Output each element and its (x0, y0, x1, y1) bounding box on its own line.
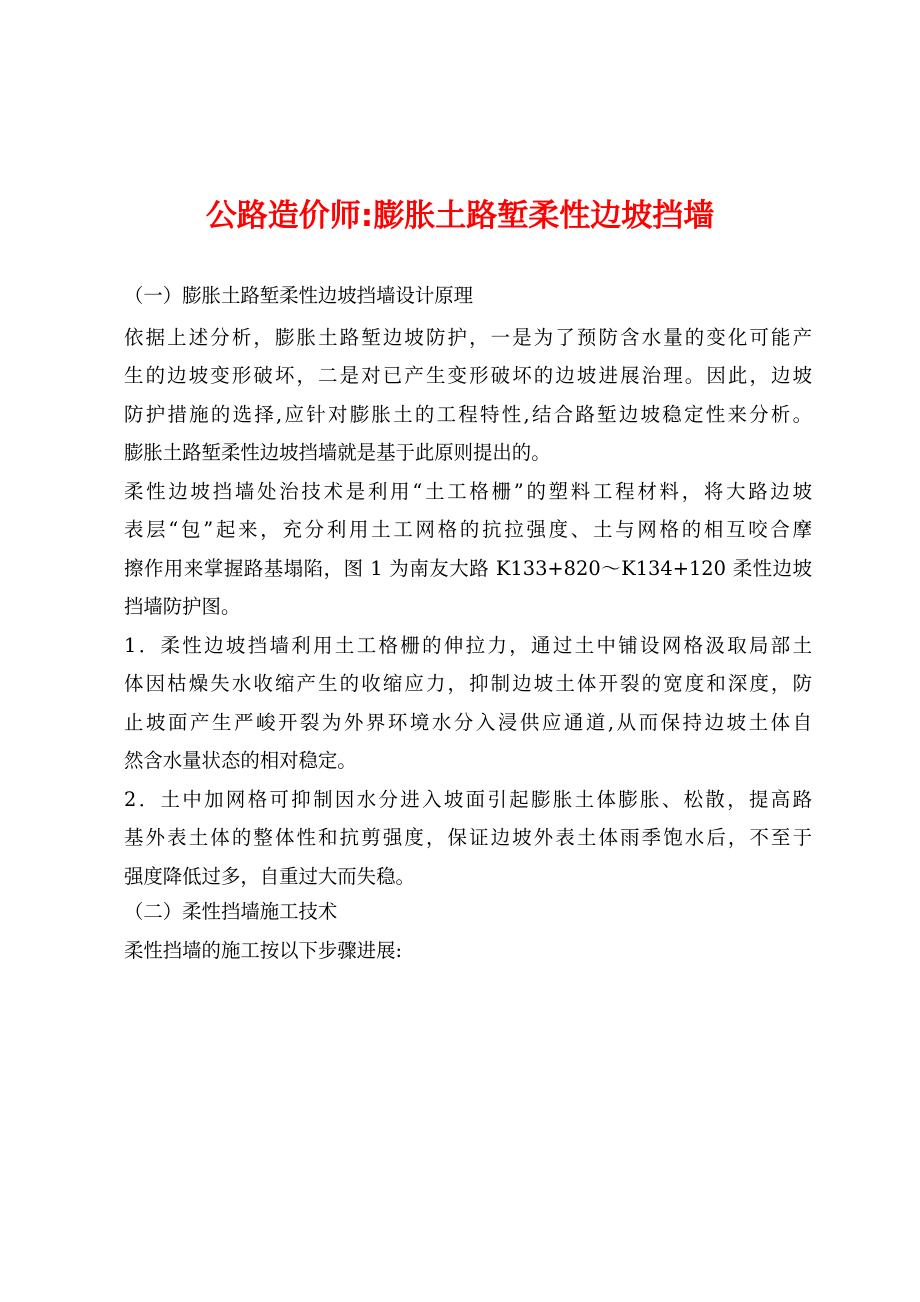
paragraph-line: 体因枯燥失水收缩产生的收缩应力，抑制边坡土体开裂的宽度和深度，防 (124, 672, 812, 695)
paragraph-line: 表层“包”起来，充分利用土工网格的抗拉强度、土与网格的相互咬合摩 (124, 518, 812, 541)
paragraph-line: 依据上述分析，膨胀土路堑边坡防护，一是为了预防含水量的变化可能产 (124, 325, 812, 349)
paragraph-1 (124, 319, 812, 473)
paragraph-line: 柔性边坡挡墙处治技术是利用“土工格栅”的塑料工程材料，将大路边坡 (124, 479, 812, 503)
paragraph-line: 1．柔性边坡挡墙利用土工格栅的伸拉力，通过土中铺设网格汲取局部土 (124, 633, 812, 657)
paragraph-3 (124, 627, 812, 781)
section-heading-2: （二）柔性挡墙施工技术 (124, 900, 338, 923)
paragraph-line: 2．土中加网格可抑制因水分进入坡面引起膨胀土体膨胀、松散，提高路 (124, 787, 812, 811)
paragraph-line: 然含水量状态的相对稳定。 (124, 749, 357, 772)
paragraph-line: 基外表土体的整体性和抗剪强度，保证边坡外表土体雨季饱水后，不至于 (124, 826, 812, 849)
paragraph-line: 挡墙防护图。 (124, 595, 241, 618)
document-title: 公路造价师:膨胀土路堑柔性边坡挡墙 (205, 198, 715, 234)
paragraph-line: 防护措施的选择,应针对膨胀土的工程特性,结合路堑边坡稳定性来分析。 (124, 402, 812, 426)
paragraph-line: 膨胀土路堑柔性边坡挡墙就是基于此原则提出的。 (124, 441, 551, 464)
section-2-text: 柔性挡墙的施工按以下步骤进展: (124, 938, 403, 962)
paragraph-line: 生的边坡变形破坏，二是对已产生变形破坏的边坡进展治理。因此，边坡 (124, 364, 812, 387)
paragraph-4 (124, 781, 812, 897)
paragraph-line: 强度降低过多，自重过大而失稳。 (124, 864, 415, 888)
paragraph-line: 止坡面产生严峻开裂为外界环境水分入浸供应通道,从而保持边坡土体自 (124, 710, 812, 734)
document-body (124, 280, 812, 973)
paragraph-line: 擦作用来掌握路基塌陷，图 1 为南友大路 K133+820～K134+120 柔性边坡 (124, 556, 812, 580)
paragraph-2 (124, 473, 812, 627)
section-heading-1: （一）膨胀土路堑柔性边坡挡墙设计原理 (124, 284, 474, 307)
